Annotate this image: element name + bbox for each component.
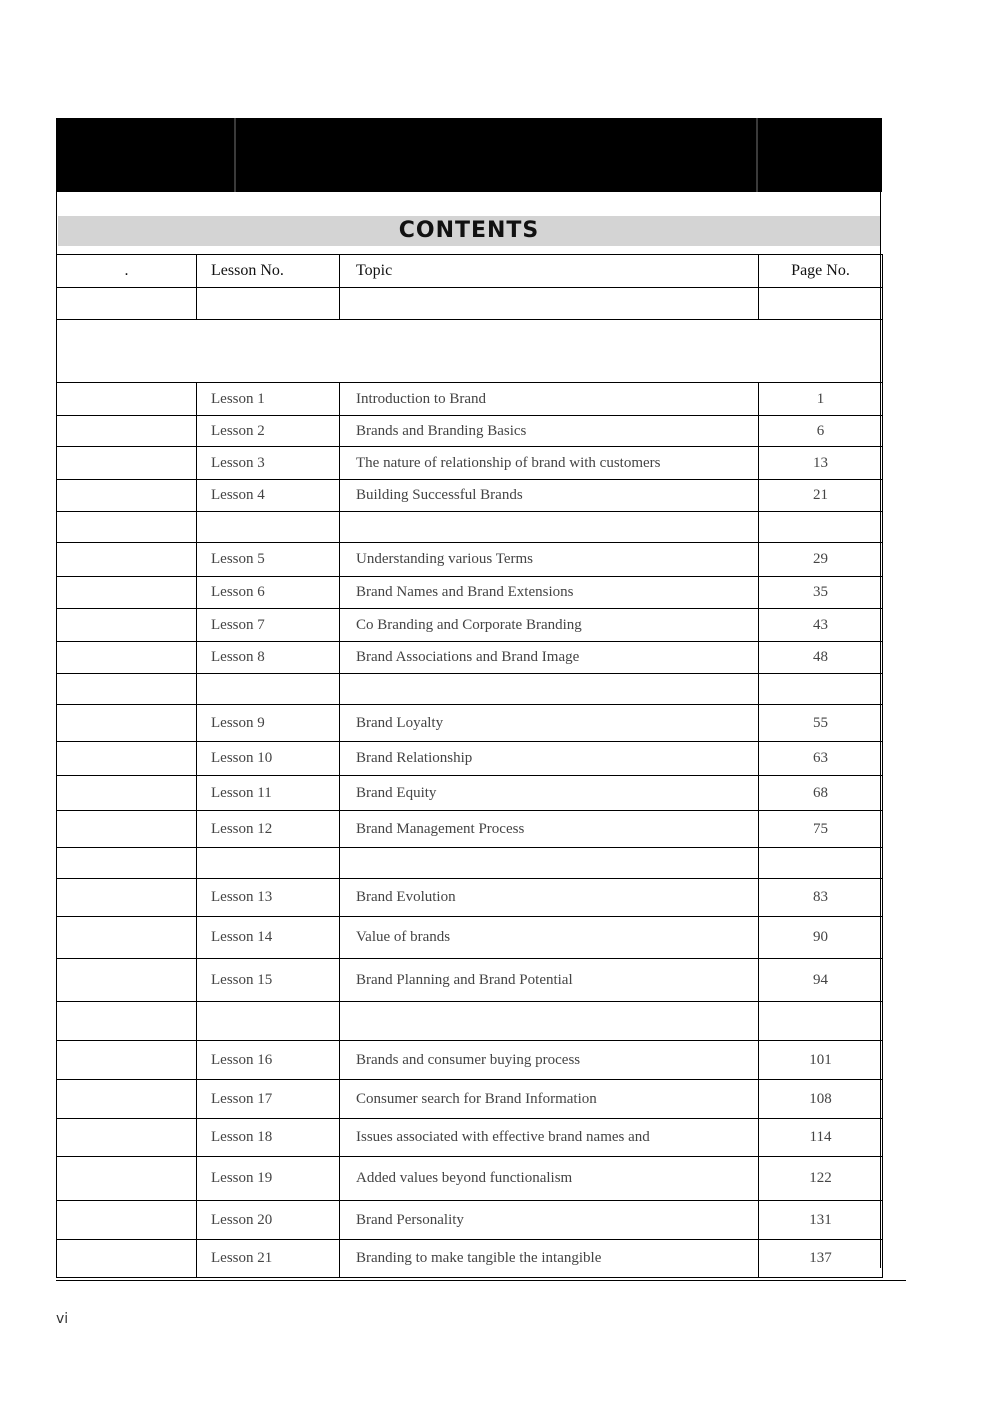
lesson-row[interactable] — [57, 1080, 883, 1119]
column-header-page: Page No. — [759, 255, 883, 288]
page-number: 13 — [759, 447, 883, 480]
lesson-topic: Brand Planning and Brand Potential — [340, 959, 759, 1002]
lesson-row[interactable] — [57, 416, 883, 447]
lesson-row[interactable] — [57, 1119, 883, 1157]
unit-cell — [57, 917, 197, 959]
page-number: 90 — [759, 917, 883, 959]
lesson-topic: Introduction to Brand — [340, 383, 759, 416]
empty-cell — [197, 512, 340, 543]
empty-cell — [57, 848, 197, 879]
lesson-number: Lesson 11 — [197, 776, 340, 811]
empty-cell — [759, 848, 883, 879]
unit-cell — [57, 480, 197, 512]
lesson-number: Lesson 7 — [197, 609, 340, 642]
unit-cell — [57, 1119, 197, 1157]
lesson-number: Lesson 20 — [197, 1201, 340, 1240]
lesson-topic: The nature of relationship of brand with customers — [340, 447, 759, 480]
unit-cell — [57, 642, 197, 674]
lesson-topic: Brand Management Process — [340, 811, 759, 848]
unit-cell — [57, 1080, 197, 1119]
page-number: 94 — [759, 959, 883, 1002]
lesson-topic: Brands and Branding Basics — [340, 416, 759, 447]
unit-cell — [57, 705, 197, 742]
page-number: 83 — [759, 879, 883, 917]
header-divider — [234, 118, 236, 192]
empty-cell — [340, 512, 759, 543]
page-number: 48 — [759, 642, 883, 674]
empty-cell — [57, 288, 197, 320]
empty-cell — [759, 674, 883, 705]
unit-cell — [57, 1240, 197, 1278]
lesson-topic: Branding to make tangible the intangible — [340, 1240, 759, 1278]
empty-cell — [57, 1002, 197, 1041]
column-header-lesson: Lesson No. — [197, 255, 340, 288]
blank-row — [57, 288, 883, 320]
page-number: 1 — [759, 383, 883, 416]
unit-cell — [57, 543, 197, 577]
lesson-topic: Co Branding and Corporate Branding — [340, 609, 759, 642]
page-number: 122 — [759, 1157, 883, 1201]
page-number: 55 — [759, 705, 883, 742]
empty-cell — [197, 1002, 340, 1041]
empty-cell — [759, 512, 883, 543]
lesson-topic: Brand Associations and Brand Image — [340, 642, 759, 674]
lesson-topic: Issues associated with effective brand names and — [340, 1119, 759, 1157]
lesson-number: Lesson 18 — [197, 1119, 340, 1157]
lesson-number: Lesson 14 — [197, 917, 340, 959]
lesson-row[interactable] — [57, 609, 883, 642]
lesson-row[interactable] — [57, 879, 883, 917]
lesson-number: Lesson 2 — [197, 416, 340, 447]
empty-cell — [759, 288, 883, 320]
empty-cell — [340, 288, 759, 320]
lesson-number: Lesson 16 — [197, 1041, 340, 1080]
page-number: 29 — [759, 543, 883, 577]
column-header-row — [57, 255, 883, 288]
unit-cell — [57, 1041, 197, 1080]
empty-cell — [340, 1002, 759, 1041]
unit-cell — [57, 959, 197, 1002]
lesson-row[interactable] — [57, 959, 883, 1002]
lesson-row[interactable] — [57, 480, 883, 512]
page-number: 131 — [759, 1201, 883, 1240]
lesson-row[interactable] — [57, 917, 883, 959]
unit-cell — [57, 811, 197, 848]
unit-cell — [57, 416, 197, 447]
header-divider — [756, 118, 758, 192]
unit-cell — [57, 577, 197, 609]
lesson-row[interactable] — [57, 1157, 883, 1201]
lesson-number: Lesson 8 — [197, 642, 340, 674]
lesson-number: Lesson 9 — [197, 705, 340, 742]
lesson-number: Lesson 10 — [197, 742, 340, 776]
lesson-topic: Brand Relationship — [340, 742, 759, 776]
unit-cell — [57, 609, 197, 642]
lesson-row[interactable] — [57, 642, 883, 674]
lesson-topic: Understanding various Terms — [340, 543, 759, 577]
lesson-row[interactable] — [57, 383, 883, 416]
page-number: 101 — [759, 1041, 883, 1080]
lesson-topic: Added values beyond functionalism — [340, 1157, 759, 1201]
page-number: 114 — [759, 1119, 883, 1157]
unit-cell — [57, 879, 197, 917]
lesson-number: Lesson 15 — [197, 959, 340, 1002]
column-header-marker: . — [57, 255, 197, 288]
header-bar — [56, 118, 882, 192]
lesson-topic: Brands and consumer buying process — [340, 1041, 759, 1080]
unit-heading-row — [57, 320, 883, 383]
lesson-topic: Brand Loyalty — [340, 705, 759, 742]
lesson-row[interactable] — [57, 447, 883, 480]
column-header-topic: Topic — [340, 255, 759, 288]
lesson-number: Lesson 3 — [197, 447, 340, 480]
lesson-row[interactable] — [57, 811, 883, 848]
unit-cell — [57, 1157, 197, 1201]
page-number: 108 — [759, 1080, 883, 1119]
unit-cell — [57, 776, 197, 811]
lesson-row[interactable] — [57, 543, 883, 577]
unit-cell — [57, 1201, 197, 1240]
empty-cell — [340, 848, 759, 879]
empty-cell — [197, 848, 340, 879]
unit-cell — [57, 383, 197, 416]
lesson-number: Lesson 13 — [197, 879, 340, 917]
lesson-row[interactable] — [57, 577, 883, 609]
empty-cell — [340, 674, 759, 705]
lesson-row[interactable] — [57, 705, 883, 742]
unit-divider-row — [57, 1002, 883, 1041]
lesson-row[interactable] — [57, 1240, 883, 1278]
empty-cell — [197, 288, 340, 320]
page-number: 75 — [759, 811, 883, 848]
contents-table — [56, 254, 883, 1278]
lesson-topic: Brand Equity — [340, 776, 759, 811]
lesson-topic: Consumer search for Brand Information — [340, 1080, 759, 1119]
empty-cell — [197, 674, 340, 705]
lesson-row[interactable] — [57, 742, 883, 776]
lesson-number: Lesson 5 — [197, 543, 340, 577]
empty-cell — [57, 320, 883, 383]
page-number: 6 — [759, 416, 883, 447]
unit-divider-row — [57, 674, 883, 705]
unit-cell — [57, 447, 197, 480]
footer-rule — [56, 1280, 906, 1281]
page-number: 63 — [759, 742, 883, 776]
lesson-topic: Brand Names and Brand Extensions — [340, 577, 759, 609]
page-number: 43 — [759, 609, 883, 642]
contents-title: CONTENTS — [58, 216, 880, 246]
page-number: 21 — [759, 480, 883, 512]
page-number: 35 — [759, 577, 883, 609]
lesson-topic: Building Successful Brands — [340, 480, 759, 512]
lesson-number: Lesson 1 — [197, 383, 340, 416]
page-number: 68 — [759, 776, 883, 811]
lesson-topic: Brand Evolution — [340, 879, 759, 917]
page-number: 137 — [759, 1240, 883, 1278]
lesson-number: Lesson 17 — [197, 1080, 340, 1119]
empty-cell — [57, 674, 197, 705]
page-folio: vi — [56, 1311, 69, 1327]
lesson-number: Lesson 12 — [197, 811, 340, 848]
lesson-number: Lesson 4 — [197, 480, 340, 512]
lesson-number: Lesson 6 — [197, 577, 340, 609]
empty-cell — [759, 1002, 883, 1041]
unit-divider-row — [57, 512, 883, 543]
lesson-row[interactable] — [57, 1041, 883, 1080]
lesson-number: Lesson 19 — [197, 1157, 340, 1201]
lesson-number: Lesson 21 — [197, 1240, 340, 1278]
lesson-topic: Value of brands — [340, 917, 759, 959]
empty-cell — [57, 512, 197, 543]
lesson-row[interactable] — [57, 1201, 883, 1240]
unit-cell — [57, 742, 197, 776]
unit-divider-row — [57, 848, 883, 879]
lesson-topic: Brand Personality — [340, 1201, 759, 1240]
lesson-row[interactable] — [57, 776, 883, 811]
